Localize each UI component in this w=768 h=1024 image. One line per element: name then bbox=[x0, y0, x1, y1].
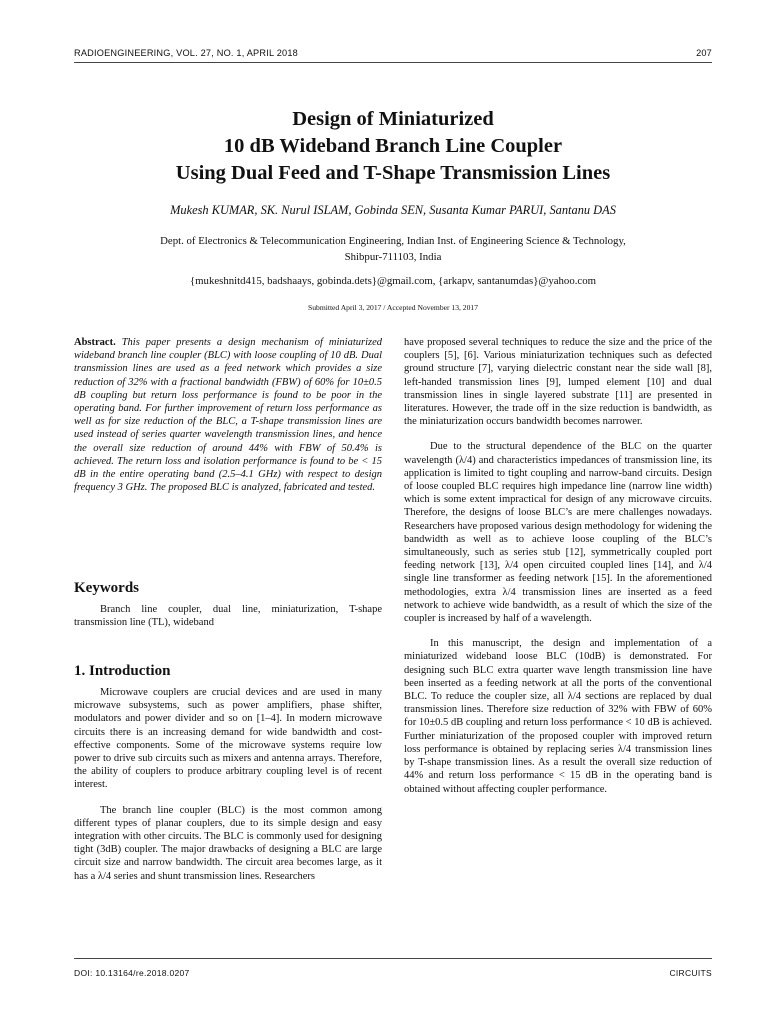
footer-rule bbox=[74, 958, 712, 959]
doi: DOI: 10.13164/re.2018.0207 bbox=[74, 968, 190, 978]
right-paragraph-1: have proposed several techniques to reduce the size and the price of the couplers [5], [6]. Various miniaturization techniques such as defected ground structure [7], varying dielectric constant near the side wall [8], left-handed transmission lines [9], lumped element [10] and dual transmission lines in single layered substrate [11] are presented in literatures. However, the trade off in the size reduction is bandwidth, as the miniaturization occurs bandwidth becomes narrower. bbox=[404, 337, 712, 428]
affiliation bbox=[84, 234, 702, 265]
title-line-1: Design of Miniaturized bbox=[292, 108, 494, 130]
intro-paragraph-2: The branch line coupler (BLC) is the most common among different types of planar couplers, due to its simple design and easy integration with other circuits. The BLC is commonly used for designing tight (3dB) coupler. The major drawbacks of designing a BLC are large circuit size and narrow bandwidth. The circuit area becomes large, as it has a λ/4 series and shunt transmission lines. Researchers bbox=[74, 804, 382, 882]
right-paragraph-2: Due to the structural dependence of the BLC on the quarter wavelength (λ/4) and characteristics impedances of transmission line, its application is limited to tight coupling and narrow-band circuits. Design of loose coupled BLC requires high impedance line (narrow line width) which is some extent impractical for design of any microwave circuits. Therefore, the designs of loose BLC’s are mere challenges nowadays. Researchers have proposed various design methodology for widening the bandwidth as well as to achieve loose coupling of the BLC’s simultaneously, such as series stub [12], symmetrically coupled port feeding network [13], λ/4 open circuited coupled lines [14], and λ/4 single line transformer as feeding network [15]. In the aforementioned methodologies, extra λ/4 transmission lines are inserted as a feed network to achieve wide bandwidth, as a result of which the size of the coupler is increased by half of a wavelength. bbox=[404, 441, 712, 625]
abstract-text: This paper presents a design mechanism of miniaturized wideband branch line coupler (BLC) with loose coupling of 10 dB. Dual transmission lines are used as a feed network which provides a size reduction of 32% with a fractional bandwidth (FBW) of 60% for 10±0.5 dB coupling but return loss performance is found to be poor in the operating band. For further improvement of return loss performance as well as for size reduction of the BLC, a T-shape transmission lines are used instead of series quarter wavelength transmission lines, and hence the overall size reduction of around 44% with FBW of 50.4% is achieved. The return loss and isolation performance is found to be < 15 dB in the entire operating band (2.5–4.1 GHz) with respect to design frequency 3 GHz. The proposed BLC is analyzed, fabricated and tested. bbox=[74, 337, 383, 494]
title-line-3: Using Dual Feed and T-Shape Transmission Lines bbox=[175, 162, 611, 184]
right-paragraph-3: In this manuscript, the design and implementation of a miniaturized wideband loose BLC (10dB) is demonstrated. For designing such BLC extra quarter wave length transmission line have been inserted as a feeding network at all the ports of the conventional BLC. To reduce the coupler size, all λ/4 sections are replaced by dual transmission lines. Therefore size reduction of 32% with FBW of 60% for 10±0.5 dB coupling and return loss performance < 10 dB is achieved. Further miniaturization of the proposed coupler with improved return loss performance is obtained by replacing series λ/4 transmission lines by T-shape transmission lines. As a result the overall size reduction of 44% and return loss performance < 15 dB in the operating band is obtained without affecting coupler performance. bbox=[404, 638, 712, 795]
paper-title bbox=[74, 106, 712, 187]
header-rule bbox=[74, 62, 712, 63]
abstract-label: Abstract. bbox=[74, 337, 116, 348]
introduction-heading: 1. Introduction bbox=[74, 663, 171, 679]
abstract-block bbox=[74, 336, 382, 494]
running-footer bbox=[74, 968, 712, 978]
abstract-paragraph bbox=[74, 336, 382, 494]
keywords-heading: Keywords bbox=[74, 580, 139, 596]
intro-paragraph-1: Microwave couplers are crucial devices and are used in many microwave subsystems, such as power amplifiers, phase shifter, modulators and power divider and so on [1–4]. In modern microwave circuits there is an increasing demand for wide bandwidth and cost-effective components. Some of the microwave systems require low power to drive sub circuits such as mixers and antenna arrays. Therefore, the ability of couplers to produce arbitrary coupling level is of recent interest. bbox=[74, 687, 382, 791]
affiliation-line-1: Dept. of Electronics & Telecommunication Engineering, Indian Inst. of Engineering Science & Technology, bbox=[160, 235, 626, 247]
page-number: 207 bbox=[696, 48, 712, 58]
submission-dates: Submitted April 3, 2017 / Accepted November 13, 2017 bbox=[308, 303, 478, 312]
section-name: CIRCUITS bbox=[669, 968, 712, 978]
keywords-block bbox=[74, 603, 382, 629]
introduction-left-column bbox=[74, 686, 382, 883]
author-emails: {mukeshnitd415, badshaays, gobinda.dets}@gmail.com, {arkapv, santanumdas}@yahoo.com bbox=[189, 275, 597, 287]
affiliation-line-2: Shibpur-711103, India bbox=[344, 250, 442, 263]
journal-name: RADIOENGINEERING, VOL. 27, NO. 1, APRIL 2018 bbox=[74, 48, 298, 58]
author-list: Mukesh KUMAR, SK. Nurul ISLAM, Gobinda SEN, Susanta Kumar PARUI, Santanu DAS bbox=[170, 203, 616, 217]
title-line-2: 10 dB Wideband Branch Line Coupler bbox=[223, 135, 563, 157]
introduction-right-column bbox=[404, 336, 712, 796]
running-header bbox=[74, 48, 712, 58]
keywords-text: Branch line coupler, dual line, miniaturization, T-shape transmission line (TL), wideband bbox=[74, 604, 382, 629]
